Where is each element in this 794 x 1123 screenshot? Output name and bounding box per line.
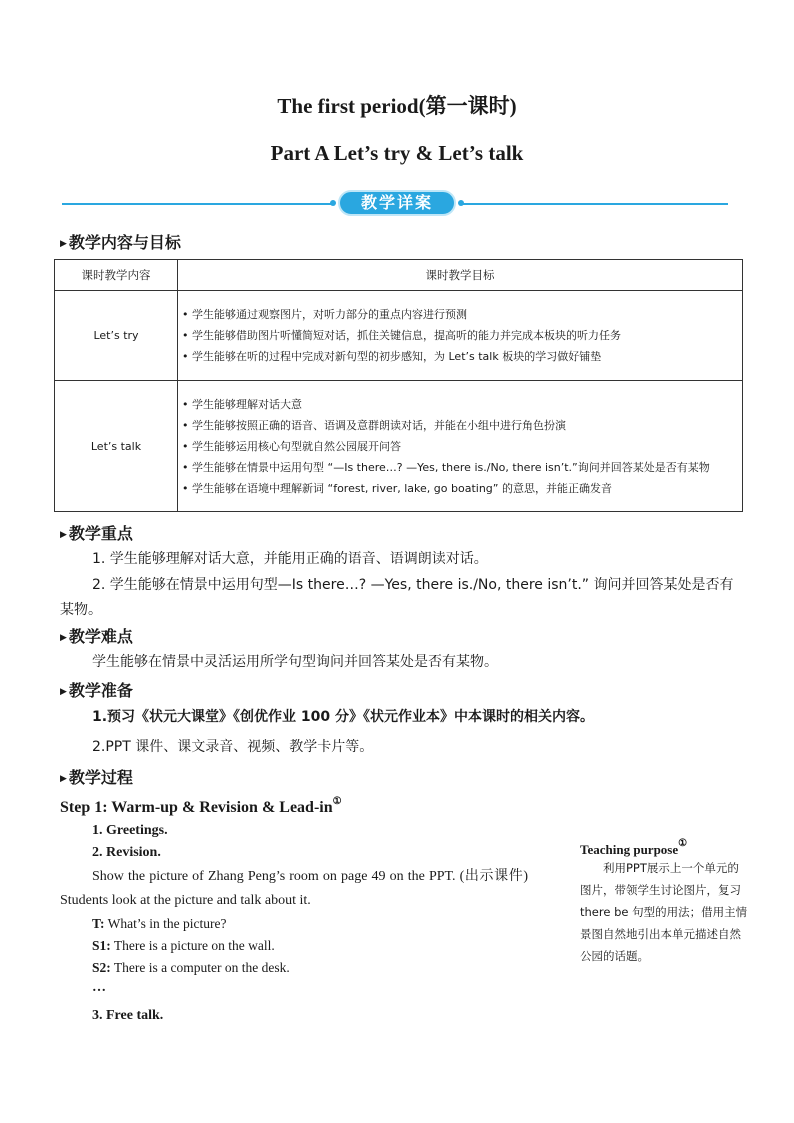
difficulty-text: 学生能够在情景中灵活运用所学句型询问并回答某处是否有某物。	[92, 654, 498, 670]
section-key-points: ▶ 教学重点	[60, 524, 133, 543]
goal-item: • 学生能够运用核心句型就自然公园展开问答	[182, 439, 401, 453]
key-point-2: 2. 学生能够在情景中运用句型—Is there…? —Yes, there is./No, there isn’t.” 询问并回答某处是否有某物。	[60, 577, 734, 618]
table-cell-content: Let’s try	[55, 291, 178, 381]
section-preparation: ▶ 教学准备	[60, 681, 133, 700]
table-header-row	[55, 260, 743, 291]
free-talk-label: 3. Free talk.	[92, 1008, 164, 1023]
footnote-marker: ①	[678, 838, 688, 849]
table-header-goals: 课时教学目标	[178, 260, 743, 291]
goal-item: • 学生能够在语境中理解新词 “forest, river, lake, go boating” 的意思，并能正确发音	[182, 481, 612, 495]
goal-item: • 学生能够按照正确的语音、语调及意群朗读对话，并能在小组中进行角色扮演	[182, 418, 566, 432]
table-cell-goals	[178, 381, 743, 512]
triangle-bullet-icon: ▶	[60, 530, 67, 540]
goal-item: • 学生能够在听的过程中完成对新句型的初步感知，为 Let’s talk 板块的学习做好铺垫	[182, 350, 602, 363]
banner-label: 教学详案	[360, 193, 433, 212]
section-process: ▶ 教学过程	[60, 768, 133, 787]
dialogue-line: T: What’s in the picture?	[92, 916, 227, 931]
section-difficulties: ▶ 教学难点	[60, 627, 133, 646]
triangle-bullet-icon: ▶	[60, 774, 67, 784]
preparation-item-1: 1.预习《状元大课堂》《创优作业 100 分》《状元作业本》中本课时的相关内容。	[92, 709, 595, 725]
goals-table	[54, 259, 743, 512]
banner-line-left	[62, 203, 334, 205]
goal-item: • 学生能够理解对话大意	[182, 397, 302, 411]
table-row	[55, 291, 743, 381]
teaching-purpose-title: Teaching purpose①	[580, 838, 688, 857]
table-row	[55, 381, 743, 512]
dialogue-ellipsis: …	[92, 980, 106, 995]
triangle-bullet-icon: ▶	[60, 239, 67, 249]
table-cell-content: Let’s talk	[55, 381, 178, 512]
page-title: The first period(第一课时)	[277, 94, 517, 118]
goal-item: • 学生能够通过观察图片，对听力部分的重点内容进行预测	[182, 308, 467, 321]
footnote-marker: ①	[332, 796, 342, 807]
dialogue-line: S2: There is a computer on the desk.	[92, 960, 290, 975]
key-point-1: 1. 学生能够理解对话大意，并能用正确的语音、语调朗读对话。	[92, 551, 488, 567]
greetings-label: 1. Greetings.	[92, 823, 168, 838]
page-subtitle: Part A Let’s try & Let’s talk	[270, 141, 524, 165]
revision-label: 2. Revision.	[92, 845, 161, 860]
triangle-bullet-icon: ▶	[60, 687, 67, 697]
banner-line-right	[460, 203, 728, 205]
table-cell-goals	[178, 291, 743, 381]
table-header-content: 课时教学内容	[55, 260, 178, 291]
step1-title: Step 1: Warm-up & Revision & Lead-in①	[60, 796, 342, 816]
teaching-purpose-text: 利用PPT展示上一个单元的图片，带领学生讨论图片，复习 there be 句型的用法；借用主情景图自然地引出本单元描述自然公园的话题。	[580, 861, 748, 963]
section-content-goals: ▶ 教学内容与目标	[60, 233, 181, 252]
triangle-bullet-icon: ▶	[60, 633, 67, 643]
goal-item: • 学生能够借助图片听懂简短对话，抓住关键信息，提高听的能力并完成本板块的听力任务	[182, 329, 621, 342]
preparation-item-2: 2.PPT 课件、课文录音、视频、教学卡片等。	[92, 739, 374, 755]
dialogue-line: S1: There is a picture on the wall.	[92, 938, 275, 953]
revision-description: Show the picture of Zhang Peng’s room on page 49 on the PPT. (出示课件) Students look at the picture and talk about it.	[60, 869, 528, 908]
banner-dot-left	[330, 200, 336, 206]
goal-item: • 学生能够在情景中运用句型 “—Is there…? —Yes, there is./No, there isn’t.”询问并回答某处是否有某物	[182, 460, 710, 474]
